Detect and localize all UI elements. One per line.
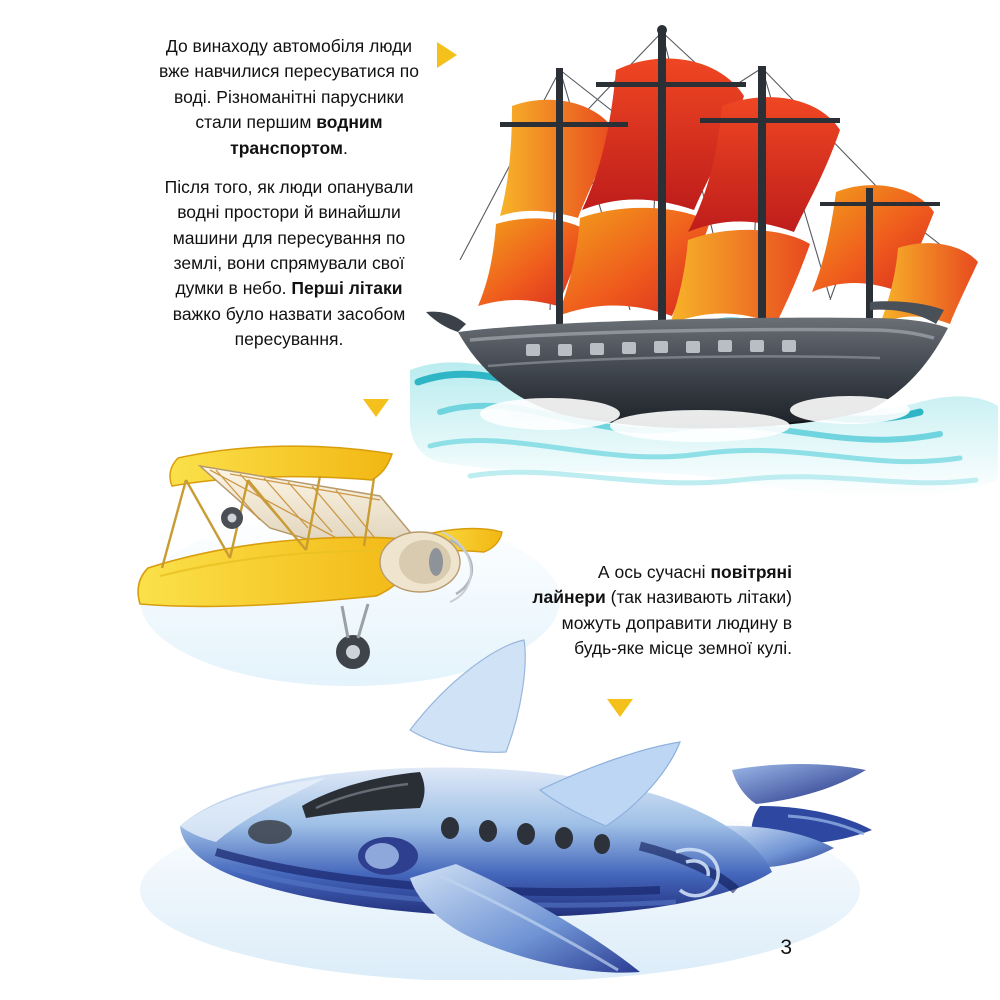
jet-far-wing <box>410 640 525 752</box>
paragraph-planes-lead: Після того, як люди опанували водні простори й винайшли машини для пересування по землі, вони спрямували свої думки в небо. <box>164 176 414 299</box>
intro-text-block <box>158 34 420 353</box>
paragraph-water-lead: До винаходу автомобіля люди вже навчилися пересуватися по воді. Різноманітні парусники стали першим <box>159 36 419 133</box>
triangle-down-marker-lower <box>607 699 633 717</box>
paragraph-water-transport <box>158 34 420 161</box>
paragraph-water-bold: водним транспортом <box>230 112 383 158</box>
page-number: 3 <box>780 936 792 959</box>
paragraph-airliners-lead: А ось сучасні <box>597 562 711 582</box>
triangle-down-marker-upper <box>363 399 389 417</box>
paragraph-planes-bold: Перші літаки <box>291 278 403 299</box>
modern-jet-illustration <box>120 620 880 980</box>
paragraph-first-planes <box>158 175 420 353</box>
paragraph-airliners <box>530 560 792 662</box>
jet-engine <box>358 837 418 875</box>
air-text-block <box>530 560 792 662</box>
triangle-right-marker <box>437 42 457 68</box>
ship-sails <box>478 58 978 324</box>
paragraph-planes-tail: важко було назвати засобом пересування. <box>172 303 406 350</box>
paragraph-water-tail: . <box>342 137 348 158</box>
paragraph-airliners-bold: повітряні лайнери <box>532 562 792 608</box>
paragraph-airliners-tail: (так називають літаки) можуть доправити людину в будь-яке місце земної кулі. <box>561 587 792 659</box>
